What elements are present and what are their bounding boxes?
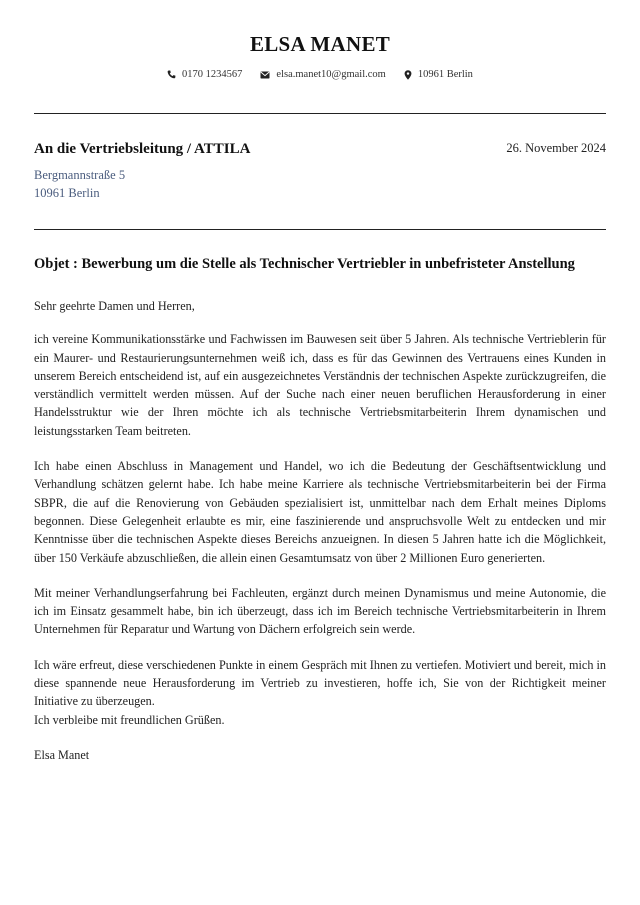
closing-line: Ich verbleibe mit freundlichen Grüßen. <box>34 712 225 727</box>
email-text: elsa.manet10@gmail.com <box>276 69 386 80</box>
location-pin-icon <box>404 70 412 80</box>
salutation: Sehr geehrte Damen und Herren, <box>34 299 195 313</box>
letter-body <box>34 297 606 764</box>
location-text: 10961 Berlin <box>417 69 473 80</box>
recipient-city: 10961 Berlin <box>34 186 100 200</box>
paragraph: Ich wäre erfreut, diese verschiedenen Punkte in einem Gespräch mit Ihnen zu vertiefen. Motiviert und bereit, mich in diese spannende neue Herausforderung im Vertrieb zu investieren, hoffe ich, Sie von der Richtigkeit meiner Initiative zu überzeugen. <box>34 657 606 709</box>
contact-location <box>404 69 473 80</box>
letter-subject: Objet : Bewerbung um die Stelle als Technischer Vertriebler in unbefristeter Anstellung <box>34 256 575 272</box>
recipient-address <box>34 166 125 202</box>
envelope-icon <box>260 71 270 79</box>
address-divider <box>34 229 606 230</box>
header-divider <box>34 113 606 114</box>
paragraph: ich vereine Kommunikationsstärke und Fachwissen im Bauwesen seit über 5 Jahren. Als technische Vertrieblerin für ein Maurer- und Restaurierungsunternehmen weiß ich, dass es für das Gewinnen des Vertrauens eines Kunden in unserem Bereich entscheidend ist, auf ein ausgezeichnetes Verständnis der technischen Aspekte zurückzugreifen, die verständlich vermittelt werden müssen. Auf der Suche nach einer neuen beruflichen Herausforderung in einer Handelsstruktur wie der Ihren möchte ich als technische Vertriebsmitarbeiterin Ihrem dynamischen und leistungsstarken Team beitreten. <box>34 332 606 438</box>
contact-line <box>0 69 640 80</box>
paragraph: Mit meiner Verhandlungserfahrung bei Fachleuten, ergänzt durch meinen Dynamismus und meine Autonomie, die ich im Einsatz gesammelt habe, bin ich überzeugt, dass ich im Bereich technische Vertriebsmitarbeiterin in Ihrem Unternehmen für Reparatur und Wartung von Dächern erfolgreich sein werde. <box>34 585 606 637</box>
letter-date: 26. November 2024 <box>506 141 606 155</box>
signature: Elsa Manet <box>34 747 90 762</box>
phone-text: 0170 1234567 <box>182 69 243 80</box>
recipient-name: An die Vertriebsleitung / ATTILA <box>34 141 251 157</box>
phone-icon <box>167 70 176 79</box>
contact-phone <box>167 69 242 80</box>
paragraph: Ich habe einen Abschluss in Management und Handel, wo ich die Bedeutung der Geschäftsentwicklung und Verhandlung schätzen gelernt habe. Ich habe meine Karriere als technische Vertriebsmitarbeiterin bei der Firma SBPR, die auf die Renovierung von Gebäuden spezialisiert ist, unmittelbar nach dem Erhalt meines Diploms begonnen. Diese Gelegenheit erlaubte es mir, eine faszinierende und anspruchsvolle Welt zu entdecken und mir Kenntnisse über die technischen Aspekte dieses Bereichs anzueignen. In diesen 5 Jahren hatte ich die Möglichkeit, über 150 Verkäufe abzuschließen, die allein einen Gesamtumsatz von über 2 Millionen Euro generierten. <box>34 459 606 565</box>
recipient-street: Bergmannstraße 5 <box>34 168 126 182</box>
contact-email <box>260 69 385 80</box>
applicant-name: ELSA MANET <box>249 32 391 56</box>
